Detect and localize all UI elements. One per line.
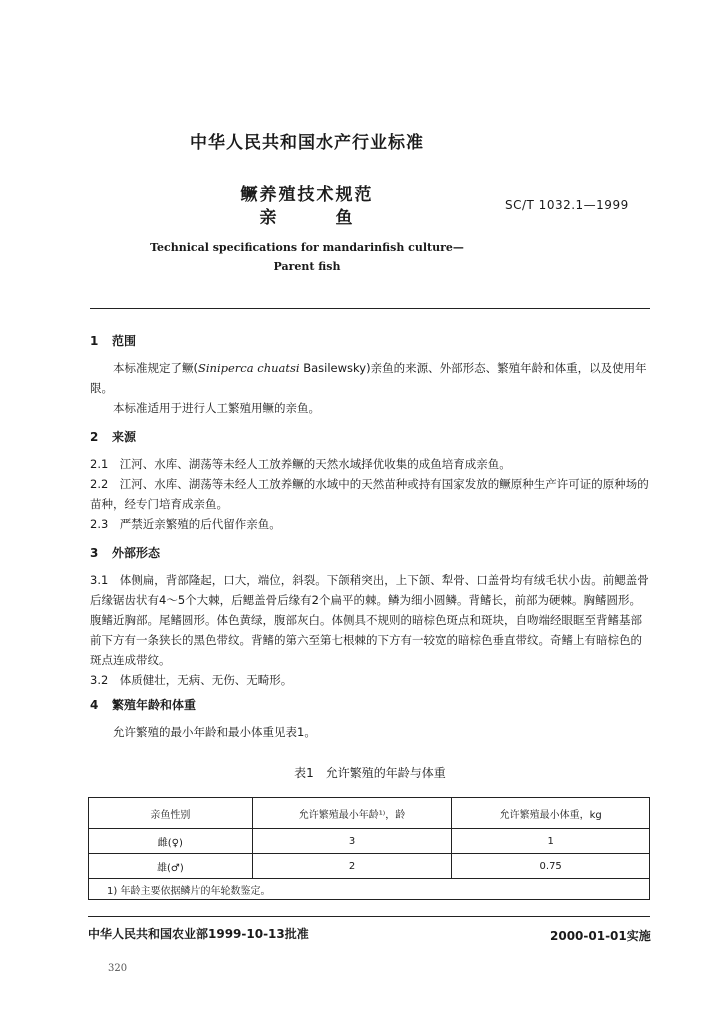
section-4-body bbox=[90, 722, 650, 742]
latin-name: Siniperca chuatsi bbox=[198, 361, 300, 375]
document-subtitle: 亲 鱼 bbox=[259, 208, 355, 228]
issuing-standard-header: 中华人民共和国水产行业标准 bbox=[190, 133, 424, 153]
clause-2-1: 2.1 江河、水库、湖荡等未经人工放养鳜的天然水域择优收集的成鱼培育成亲鱼。 bbox=[90, 457, 511, 471]
table-cell: 0.75 bbox=[452, 854, 650, 879]
column-header: 允许繁殖最小体重，kg bbox=[452, 798, 650, 829]
footer-divider bbox=[88, 916, 650, 917]
section-3-heading bbox=[90, 544, 160, 561]
page-number: 320 bbox=[108, 963, 128, 974]
table-row bbox=[89, 854, 650, 879]
column-header: 亲鱼性别 bbox=[89, 798, 253, 829]
section-2-heading bbox=[90, 428, 136, 445]
section-number: 3 bbox=[90, 546, 99, 560]
table-title: 表1 允许繁殖的年龄与体重 bbox=[294, 766, 446, 780]
clause-2-2: 2.2 江河、水库、湖荡等未经人工放养鳜的水域中的天然苗种或持有国家发放的鳜原种生产许可证的原种场的苗种，经专门培育成亲鱼。 bbox=[90, 477, 649, 511]
standard-code: SC/T 1032.1—1999 bbox=[505, 198, 629, 212]
section-title: 范围 bbox=[112, 334, 137, 348]
english-subtitle: Parent fish bbox=[273, 260, 341, 273]
section-title: 来源 bbox=[112, 430, 137, 444]
effective-date: 2000-01-01实施 bbox=[550, 929, 651, 943]
table-reference-paragraph: 允许繁殖的最小年龄和最小体重见表1。 bbox=[113, 725, 316, 739]
section-title: 繁殖年龄和体重 bbox=[112, 698, 197, 712]
section-2-body bbox=[90, 454, 650, 534]
section-4-heading bbox=[90, 696, 196, 713]
scope-paragraph: 本标准规定了鳜(Siniperca chuatsi Basilewsky)亲鱼的来源、外部形态、繁殖年龄和体重，以及使用年限。 bbox=[90, 361, 647, 395]
table-cell: 雌(♀) bbox=[89, 829, 253, 854]
age-weight-table bbox=[88, 797, 650, 900]
table-cell: 1 bbox=[452, 829, 650, 854]
section-number: 4 bbox=[90, 698, 99, 712]
table-footnote: 1) 年龄主要依据鳞片的年轮数鉴定。 bbox=[89, 879, 650, 900]
section-1-body bbox=[90, 358, 650, 418]
clause-3-1: 3.1 体侧扁，背部隆起，口大，端位，斜裂。下颌稍突出，上下颌、犁骨、口盖骨均有绒毛状小齿。前鳃盖骨后缘锯齿状有4～5个大棘，后鳃盖骨后缘有2个扁平的棘。鳞为细小圆鳞。背鳍长，前部为硬棘。胸鳍圆形。腹鳍近胸部。尾鳍圆形。体色黄绿，腹部灰白。体侧具不规则的暗棕色斑点和斑块，自吻端经眼眶至背鳍基部前下方有一条狭长的黑色带纹。背鳍的第六至第七根棘的下方有一较宽的暗棕色垂直带纹。奇鳍上有暗棕色的斑点连成带纹。 bbox=[90, 573, 649, 667]
document-title: 鳜养殖技术规范 bbox=[240, 185, 374, 205]
applicability-paragraph: 本标准适用于进行人工繁殖用鳜的亲鱼。 bbox=[113, 401, 320, 415]
section-number: 1 bbox=[90, 334, 99, 348]
clause-3-2: 3.2 体质健壮，无病、无伤、无畸形。 bbox=[90, 673, 293, 687]
table-cell: 雄(♂) bbox=[89, 854, 253, 879]
table-row bbox=[89, 829, 650, 854]
clause-2-3: 2.3 严禁近亲繁殖的后代留作亲鱼。 bbox=[90, 517, 281, 531]
column-header: 允许繁殖最小年龄¹⁾，龄 bbox=[252, 798, 452, 829]
section-1-heading bbox=[90, 332, 136, 349]
section-number: 2 bbox=[90, 430, 99, 444]
table-header-row bbox=[89, 798, 650, 829]
table-cell: 2 bbox=[252, 854, 452, 879]
english-title: Technical specifications for mandarinfish culture— bbox=[150, 241, 464, 254]
table-note-row bbox=[89, 879, 650, 900]
section-title: 外部形态 bbox=[112, 546, 161, 560]
section-3-body bbox=[90, 570, 650, 690]
approval-line: 中华人民共和国农业部1999-10-13批准 bbox=[88, 927, 309, 941]
table-cell: 3 bbox=[252, 829, 452, 854]
header-divider bbox=[90, 308, 650, 309]
